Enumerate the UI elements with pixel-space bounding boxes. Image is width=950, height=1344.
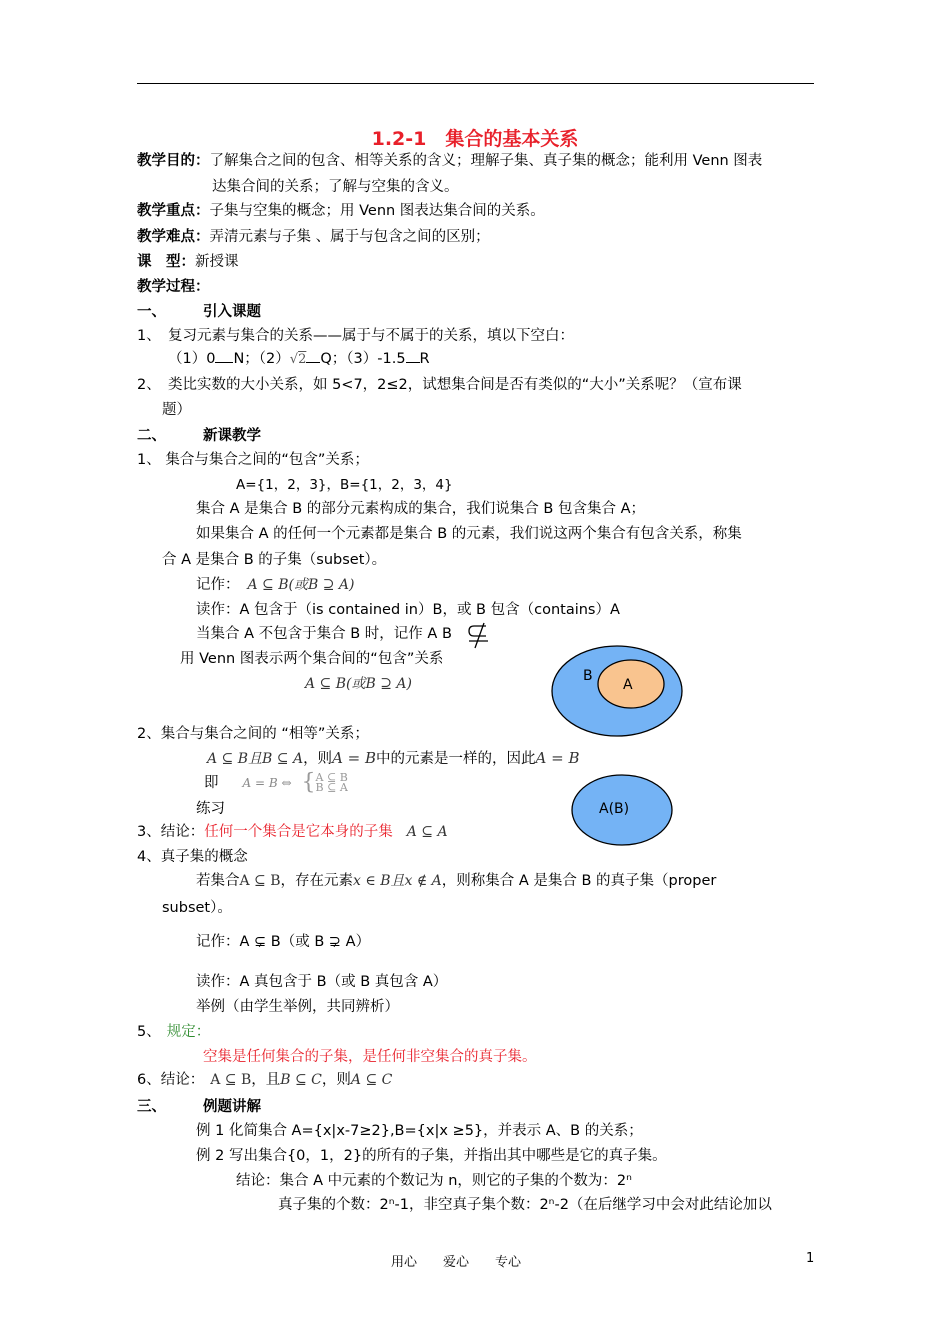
conclusion-6-formula-2: B ⊆ C	[280, 1072, 322, 1088]
venn-equal-label: A(B)	[599, 801, 630, 817]
conclusion-3-text: 任何一个集合是它本身的子集	[204, 824, 393, 840]
conclusion-6-text-2: ，则	[321, 1072, 351, 1088]
conclusion-6-formula-3: A ⊆ C	[350, 1072, 393, 1088]
conclusion-3-formula: A ⊆ A	[406, 824, 448, 840]
venn-diagram-subset	[550, 643, 686, 741]
proper-def-2: ，存在元素	[280, 873, 354, 889]
conclusion-6	[137, 1070, 392, 1090]
venn-diagram-equal	[570, 773, 676, 849]
equivalence-line: 即 A = B ⇔ {A ⊆ B B ⊆ A	[204, 770, 348, 795]
conclusion-3	[137, 822, 448, 842]
lesson-type-label: 课 型：	[137, 254, 195, 270]
example-2: 例 2 写出集合{0，1，2}的所有的子集，并指出其中哪些是它的真子集。	[196, 1148, 667, 1164]
s2-not-contained	[196, 624, 452, 644]
venn-inner-label: A	[623, 677, 633, 693]
subset-count-conclusion-2: 真子集的个数：2ⁿ-1，非空真子集个数：2ⁿ-2（在后继学习中会对此结论加以	[278, 1197, 772, 1213]
blank-3-prefix: Q；（3）-1.5	[320, 351, 406, 367]
s2-read: 读作：A 包含于（is contained in）B，或 B 包含（contains）A	[196, 602, 620, 618]
blank-2-prefix: N；（2）	[233, 351, 290, 367]
objective-label: 教学目的：	[137, 153, 210, 169]
brace-top: A ⊆ B	[315, 771, 348, 784]
s2-p2: 集合 A 是集合 B 的部分元素构成的集合，我们说集合 B 包含集合 A；	[196, 501, 645, 517]
practice-label: 练习	[196, 801, 225, 817]
rule-5	[137, 1022, 210, 1042]
venn-caption: 用 Venn 图表示两个集合间的“包含”关系	[180, 651, 444, 667]
difficulty-label: 教学难点：	[137, 229, 210, 245]
rule-5-text: 空集是任何集合的子集，是任何非空集合的真子集。	[203, 1049, 537, 1065]
page-number: 1	[806, 1251, 815, 1266]
section-2-heading: 新课教学	[203, 428, 261, 444]
not-contained-text: 当集合 A 不包含于集合 B 时，记作 A B	[196, 626, 452, 642]
proper-def-3: ，则称集合 A 是集合 B 的真子集（proper	[441, 873, 717, 889]
s1-item-1-blanks: （1）0 N；（2）√2 Q；（3）-1.5 R	[168, 351, 430, 367]
s2-p3-line-1: 如果集合 A 的任何一个元素都是集合 B 的元素，我们说这两个集合有包含关系，称集	[196, 526, 742, 542]
section-1-heading: 引入课题	[203, 304, 261, 320]
difficulty-line	[137, 227, 490, 247]
header-rule	[137, 83, 814, 84]
equality-formula-2: A = B	[332, 749, 377, 767]
venn-outer-label: B	[583, 668, 593, 684]
s2-p1: 1、 集合与集合之间的“包含”关系；	[137, 452, 369, 468]
s1-item-1: 1、 复习元素与集合的关系——属于与不属于的关系，填以下空白：	[137, 328, 574, 344]
proper-def-formula-2: x ∈ B且x ∉ A	[353, 873, 442, 889]
focus-text: 子集与空集的概念；用 Venn 图表达集合间的关系。	[209, 203, 545, 219]
proper-subset-def-2: subset）。	[162, 900, 232, 916]
brace-bottom: B ⊆ A	[315, 781, 348, 794]
difficulty-text: 弄清元素与子集 、属于与包含之间的区别；	[209, 229, 490, 245]
proper-def-1: 若集合	[196, 873, 240, 889]
lesson-type-line	[137, 252, 239, 272]
page-title: 1.2-1 集合的基本关系	[371, 128, 579, 150]
s1-item-2-line-1: 2、 类比实数的大小关系，如 5<7，2≤2，试想集合间是否有类似的“大小”关系呢？（宣布课	[137, 377, 742, 393]
objective-line-2: 达集合间的关系；了解与空集的含义。	[212, 179, 459, 195]
equality-formula: A ⊆ B且B ⊆ A	[207, 751, 304, 767]
process-label: 教学过程：	[137, 279, 210, 295]
blank-1-prefix: （1）0	[168, 351, 216, 367]
venn-formula: A ⊆ B(或B ⊇ A)	[305, 676, 412, 692]
equivalence-brace	[316, 773, 348, 793]
rule-5-label: 规定：	[166, 1024, 211, 1040]
s2-sets: A={1，2，3}，B={1，2，3，4}	[236, 477, 453, 493]
equality-title: 2、集合与集合之间的 “相等”关系；	[137, 726, 369, 742]
objective-line-1	[137, 151, 762, 171]
equality-text-2: 中的元素是一样的，因此	[376, 751, 536, 767]
proper-def-formula-1: A ⊆ B	[239, 873, 281, 889]
note-formula: A ⊆ B(或B ⊇ A)	[247, 577, 355, 593]
s2-note	[196, 575, 354, 595]
equivalence-label: 即	[204, 775, 219, 791]
section-3-heading: 例题讲解	[203, 1099, 261, 1115]
equality-formula-3: A = B	[535, 749, 580, 767]
footer-motto: 用心 爱心 专心	[391, 1255, 522, 1270]
equality-text-1: ，则	[303, 751, 333, 767]
conclusion-6-formula-1: A ⊆ B	[210, 1072, 252, 1088]
rule-5-number: 5、	[137, 1024, 161, 1040]
focus-line	[137, 201, 545, 221]
objective-text: 了解集合之间的包含、相等关系的含义；理解子集、真子集的概念；能利用 Venn 图表	[209, 153, 763, 169]
sqrt-value: 2	[298, 352, 307, 367]
proper-subset-read: 读作：A 真包含于 B（或 B 真包含 A）	[196, 974, 448, 990]
proper-subset-def	[196, 871, 716, 891]
lesson-type-text: 新授课	[195, 254, 239, 270]
example-1: 例 1 化简集合 A={x|x-7≥2},B={x|x ≥5}，并表示 A、B 的关系；	[196, 1123, 643, 1139]
proper-subset-title: 4、真子集的概念	[137, 849, 248, 865]
focus-label: 教学重点：	[137, 203, 210, 219]
conclusion-6-text-1: ，且	[251, 1072, 281, 1088]
blank-3-suffix: R	[419, 351, 430, 367]
note-label: 记作：	[196, 577, 240, 593]
section-2-number: 二、	[137, 428, 166, 444]
section-1-number: 一、	[137, 304, 166, 320]
conclusion-6-label: 6、结论：	[137, 1072, 205, 1088]
section-3-number: 三、	[137, 1099, 166, 1115]
equivalence-formula: A = B ⇔	[242, 776, 292, 790]
s1-item-2-line-2: 题）	[162, 402, 191, 418]
proper-subset-note: 记作：A ⊊ B（或 B ⊋ A）	[196, 934, 371, 950]
s2-p3-line-2: 合 A 是集合 B 的子集（subset）。	[162, 552, 387, 568]
proper-subset-example: 举例（由学生举例，共同辨析）	[196, 999, 399, 1015]
subset-count-conclusion: 结论：集合 A 中元素的个数记为 n，则它的子集的个数为：2ⁿ	[236, 1173, 632, 1189]
equality-line	[207, 748, 580, 769]
conclusion-3-label: 3、结论：	[137, 824, 205, 840]
not-subset-symbol	[466, 622, 492, 650]
